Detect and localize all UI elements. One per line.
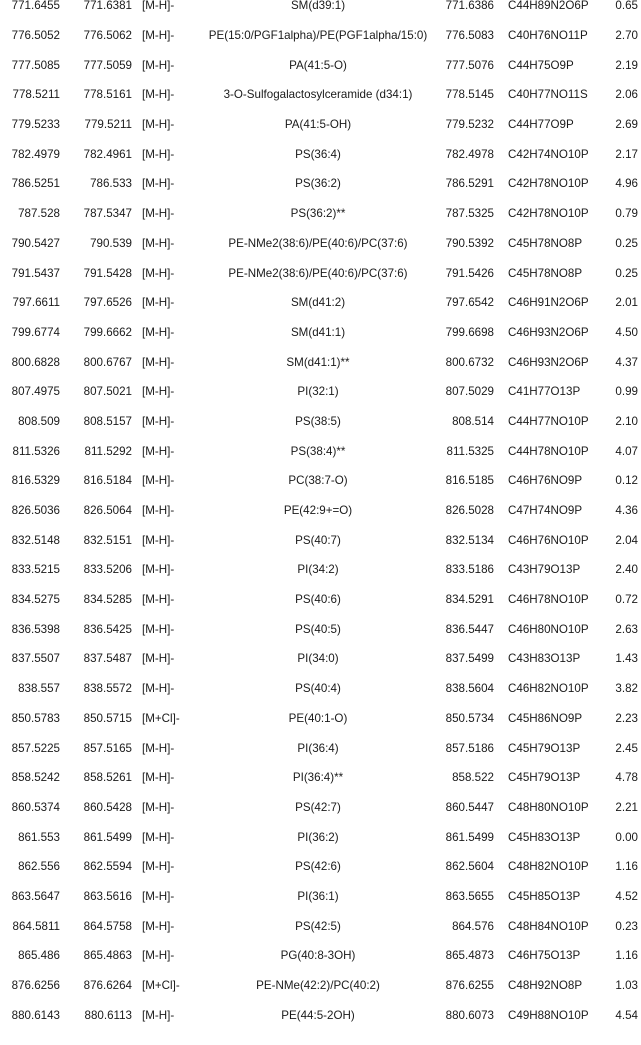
lipid-name-cell: PS(38:5) (295, 414, 341, 428)
lipid-name-cell: PA(41:5-O) (289, 58, 347, 72)
table-row (0, 941, 641, 971)
table-row (0, 704, 641, 734)
observed-mz-cell: 816.5184 (83, 474, 132, 488)
lipid-name-cell: PI(36:4) (297, 741, 339, 755)
theoretical-mz-cell: 771.6386 (445, 0, 494, 13)
formula-cell: C48H82NO10P (508, 860, 589, 874)
ppm-error-cell: 2.63 (615, 622, 638, 636)
ppm-error-cell: 4.96 (615, 177, 638, 191)
table-row (0, 971, 641, 1001)
theoretical-mz-cell: 808.514 (452, 414, 494, 428)
formula-cell: C48H80NO10P (508, 800, 589, 814)
table-row (0, 139, 641, 169)
formula-cell: C40H77NO11S (508, 88, 588, 102)
measured-mz-cell: 880.6143 (11, 1008, 60, 1022)
adduct-cell: [M-H]- (142, 771, 175, 785)
lipid-name-cell: PS(40:6) (295, 593, 341, 607)
measured-mz-cell: 860.5374 (11, 800, 60, 814)
ppm-error-cell: 2.21 (615, 800, 638, 814)
theoretical-mz-cell: 863.5655 (445, 889, 494, 903)
adduct-cell: [M-H]- (142, 236, 175, 250)
observed-mz-cell: 834.5285 (83, 593, 132, 607)
measured-mz-cell: 836.5398 (11, 622, 60, 636)
ppm-error-cell: 0.25 (615, 266, 638, 280)
adduct-cell: [M-H]- (142, 1008, 175, 1022)
measured-mz-cell: 876.6256 (11, 979, 60, 993)
ppm-error-cell: 0.99 (615, 385, 638, 399)
ppm-error-cell: 4.36 (615, 504, 638, 518)
formula-cell: C43H83O13P (508, 652, 581, 666)
table-row (0, 852, 641, 882)
table-row (0, 793, 641, 823)
table-row (0, 733, 641, 763)
lipid-name-cell: PS(36:2)** (290, 207, 346, 221)
formula-cell: C46H78NO10P (508, 593, 589, 607)
adduct-cell: [M-H]- (142, 0, 175, 13)
formula-cell: C42H78NO10P (508, 207, 589, 221)
measured-mz-cell: 838.557 (18, 682, 60, 696)
ppm-error-cell: 2.10 (615, 414, 638, 428)
theoretical-mz-cell: 779.5232 (445, 118, 494, 132)
formula-cell: C45H83O13P (508, 830, 581, 844)
formula-cell: C45H79O13P (508, 741, 581, 755)
adduct-cell: [M-H]- (142, 800, 175, 814)
lipid-name-cell: PS(38:4)** (290, 444, 346, 458)
formula-cell: C46H93N2O6P (508, 355, 589, 369)
ppm-error-cell: 1.03 (615, 979, 638, 993)
ppm-error-cell: 4.50 (615, 325, 638, 339)
table-row (0, 80, 641, 110)
lipid-name-cell: PI(32:1) (297, 385, 339, 399)
ppm-error-cell: 0.23 (615, 919, 638, 933)
measured-mz-cell: 782.4979 (11, 147, 60, 161)
theoretical-mz-cell: 832.5134 (445, 533, 494, 547)
table-row (0, 436, 641, 466)
table-row (0, 258, 641, 288)
lipid-name-cell: PA(41:5-OH) (284, 118, 352, 132)
ppm-error-cell: 1.43 (615, 652, 638, 666)
theoretical-mz-cell: 797.6542 (445, 296, 494, 310)
ppm-error-cell: 2.40 (615, 563, 638, 577)
lipid-name-cell: 3-O-Sulfogalactosylceramide (d34:1) (223, 88, 413, 102)
table-row (0, 110, 641, 140)
lipid-name-cell: PG(40:8-3OH) (280, 949, 356, 963)
formula-cell: C47H74NO9P (508, 504, 583, 518)
formula-cell: C46H75O13P (508, 949, 581, 963)
observed-mz-cell: 777.5059 (83, 58, 132, 72)
observed-mz-cell: 864.5758 (83, 919, 132, 933)
lipid-name-cell: PI(36:4)** (292, 771, 344, 785)
adduct-cell: [M+Cl]- (142, 979, 180, 993)
adduct-cell: [M-H]- (142, 652, 175, 666)
observed-mz-cell: 838.5572 (83, 682, 132, 696)
observed-mz-cell: 808.5157 (83, 414, 132, 428)
observed-mz-cell: 860.5428 (83, 800, 132, 814)
ppm-error-cell: 2.45 (615, 741, 638, 755)
table-row (0, 229, 641, 259)
lipid-name-cell: PS(36:4) (295, 147, 341, 161)
lipid-name-cell: PE(40:1-O) (288, 711, 348, 725)
ppm-error-cell: 1.16 (615, 949, 638, 963)
lipid-name-cell: PS(42:6) (295, 860, 341, 874)
theoretical-mz-cell: 865.4873 (445, 949, 494, 963)
adduct-cell: [M-H]- (142, 474, 175, 488)
observed-mz-cell: 861.5499 (83, 830, 132, 844)
ppm-error-cell: 3.82 (615, 682, 638, 696)
observed-mz-cell: 836.5425 (83, 622, 132, 636)
formula-cell: C45H86NO9P (508, 711, 583, 725)
formula-cell: C46H76NO9P (508, 474, 583, 488)
theoretical-mz-cell: 836.5447 (445, 622, 494, 636)
theoretical-mz-cell: 860.5447 (445, 800, 494, 814)
table-row (0, 199, 641, 229)
table-row (0, 496, 641, 526)
lipid-name-cell: SM(d41:1)** (286, 355, 350, 369)
observed-mz-cell: 799.6662 (83, 325, 132, 339)
ppm-error-cell: 0.72 (615, 593, 638, 607)
theoretical-mz-cell: 876.6255 (445, 979, 494, 993)
observed-mz-cell: 826.5064 (83, 504, 132, 518)
observed-mz-cell: 880.6113 (84, 1008, 132, 1022)
theoretical-mz-cell: 837.5499 (445, 652, 494, 666)
adduct-cell: [M-H]- (142, 29, 175, 43)
table-row (0, 0, 641, 21)
ppm-error-cell: 4.37 (615, 355, 638, 369)
adduct-cell: [M-H]- (142, 563, 175, 577)
formula-cell: C42H78NO10P (508, 177, 589, 191)
lipid-name-cell: PE(42:9+=O) (283, 504, 353, 518)
measured-mz-cell: 857.5225 (11, 741, 60, 755)
table-row (0, 1000, 641, 1030)
table-row (0, 911, 641, 941)
observed-mz-cell: 778.5161 (83, 88, 132, 102)
theoretical-mz-cell: 799.6698 (445, 325, 494, 339)
measured-mz-cell: 864.5811 (12, 919, 60, 933)
adduct-cell: [M-H]- (142, 860, 175, 874)
adduct-cell: [M-H]- (142, 830, 175, 844)
measured-mz-cell: 777.5085 (11, 58, 60, 72)
measured-mz-cell: 816.5329 (11, 474, 60, 488)
measured-mz-cell: 862.556 (18, 860, 60, 874)
adduct-cell: [M-H]- (142, 177, 175, 191)
ppm-error-cell: 2.19 (615, 58, 638, 72)
formula-cell: C48H92NO8P (508, 979, 583, 993)
formula-cell: C41H77O13P (508, 385, 581, 399)
measured-mz-cell: 833.5215 (11, 563, 60, 577)
table-row (0, 882, 641, 912)
observed-mz-cell: 850.5715 (83, 711, 132, 725)
observed-mz-cell: 779.5211 (84, 118, 132, 132)
theoretical-mz-cell: 834.5291 (445, 593, 494, 607)
theoretical-mz-cell: 816.5185 (445, 474, 494, 488)
adduct-cell: [M-H]- (142, 355, 175, 369)
ppm-error-cell: 4.78 (615, 771, 638, 785)
ppm-error-cell: 4.52 (615, 889, 638, 903)
formula-cell: C45H78NO8P (508, 236, 583, 250)
lipid-name-cell: PE-NMe2(38:6)/PE(40:6)/PC(37:6) (228, 236, 408, 250)
adduct-cell: [M-H]- (142, 444, 175, 458)
measured-mz-cell: 790.5427 (11, 236, 60, 250)
ppm-error-cell: 2.23 (615, 711, 638, 725)
lipid-name-cell: PE-NMe(42:2)/PC(40:2) (256, 979, 380, 993)
formula-cell: C44H77NO10P (508, 414, 589, 428)
observed-mz-cell: 786.533 (90, 177, 132, 191)
theoretical-mz-cell: 864.576 (452, 919, 494, 933)
observed-mz-cell: 771.6381 (83, 0, 132, 13)
ppm-error-cell: 2.04 (615, 533, 638, 547)
measured-mz-cell: 837.5507 (11, 652, 60, 666)
measured-mz-cell: 850.5783 (11, 711, 60, 725)
lipid-name-cell: PE-NMe2(38:6)/PE(40:6)/PC(37:6) (228, 266, 408, 280)
observed-mz-cell: 832.5151 (83, 533, 132, 547)
theoretical-mz-cell: 850.5734 (445, 711, 494, 725)
table-row (0, 318, 641, 348)
adduct-cell: [M-H]- (142, 682, 175, 696)
adduct-cell: [M-H]- (142, 296, 175, 310)
formula-cell: C43H79O13P (508, 563, 581, 577)
table-row (0, 674, 641, 704)
observed-mz-cell: 787.5347 (83, 207, 132, 221)
formula-cell: C46H93N2O6P (508, 325, 589, 339)
theoretical-mz-cell: 858.522 (452, 771, 494, 785)
adduct-cell: [M-H]- (142, 207, 175, 221)
observed-mz-cell: 865.4863 (83, 949, 132, 963)
adduct-cell: [M-H]- (142, 147, 175, 161)
adduct-cell: [M-H]- (142, 266, 175, 280)
adduct-cell: [M-H]- (142, 533, 175, 547)
adduct-cell: [M-H]- (142, 919, 175, 933)
table-row (0, 585, 641, 615)
table-row (0, 169, 641, 199)
formula-cell: C46H76NO10P (508, 533, 589, 547)
adduct-cell: [M-H]- (142, 88, 175, 102)
theoretical-mz-cell: 880.6073 (445, 1008, 494, 1022)
observed-mz-cell: 790.539 (90, 236, 132, 250)
table-row (0, 21, 641, 51)
adduct-cell: [M-H]- (142, 414, 175, 428)
lipid-name-cell: PI(34:0) (297, 652, 339, 666)
lipid-name-cell: SM(d41:2) (290, 296, 346, 310)
theoretical-mz-cell: 791.5426 (445, 266, 494, 280)
formula-cell: C46H80NO10P (508, 622, 589, 636)
adduct-cell: [M-H]- (142, 58, 175, 72)
observed-mz-cell: 791.5428 (83, 266, 132, 280)
adduct-cell: [M-H]- (142, 889, 175, 903)
lipid-name-cell: PS(40:7) (295, 533, 341, 547)
lipid-name-cell: SM(d39:1) (290, 0, 346, 13)
lipid-name-cell: PC(38:7-O) (288, 474, 348, 488)
theoretical-mz-cell: 862.5604 (445, 860, 494, 874)
measured-mz-cell: 797.6611 (12, 296, 60, 310)
observed-mz-cell: 782.4961 (83, 147, 132, 161)
adduct-cell: [M-H]- (142, 593, 175, 607)
formula-cell: C42H74NO10P (508, 147, 589, 161)
observed-mz-cell: 863.5616 (83, 889, 132, 903)
adduct-cell: [M-H]- (142, 741, 175, 755)
observed-mz-cell: 833.5206 (83, 563, 132, 577)
measured-mz-cell: 779.5233 (11, 118, 60, 132)
adduct-cell: [M-H]- (142, 504, 175, 518)
lipid-name-cell: PS(40:4) (295, 682, 341, 696)
ppm-error-cell: 2.70 (615, 29, 638, 43)
theoretical-mz-cell: 807.5029 (445, 385, 494, 399)
measured-mz-cell: 791.5437 (11, 266, 60, 280)
formula-cell: C40H76NO11P (508, 29, 588, 43)
theoretical-mz-cell: 777.5076 (445, 58, 494, 72)
measured-mz-cell: 863.5647 (11, 889, 60, 903)
lipid-name-cell: PS(42:7) (295, 800, 341, 814)
lipid-name-cell: PI(34:2) (297, 563, 339, 577)
observed-mz-cell: 811.5292 (84, 444, 132, 458)
formula-cell: C46H82NO10P (508, 682, 589, 696)
observed-mz-cell: 837.5487 (83, 652, 132, 666)
ppm-error-cell: 4.07 (615, 444, 638, 458)
formula-cell: C44H89N2O6P (508, 0, 589, 13)
formula-cell: C46H91N2O6P (508, 296, 589, 310)
theoretical-mz-cell: 861.5499 (445, 830, 494, 844)
theoretical-mz-cell: 778.5145 (445, 88, 494, 102)
measured-mz-cell: 776.5052 (11, 29, 60, 43)
measured-mz-cell: 807.4975 (11, 385, 60, 399)
ppm-error-cell: 2.69 (615, 118, 638, 132)
formula-cell: C45H78NO8P (508, 266, 583, 280)
ppm-error-cell: 1.16 (615, 860, 638, 874)
formula-cell: C49H88NO10P (508, 1008, 589, 1022)
ppm-error-cell: 0.79 (615, 207, 638, 221)
observed-mz-cell: 807.5021 (83, 385, 132, 399)
formula-cell: C44H75O9P (508, 58, 574, 72)
theoretical-mz-cell: 833.5186 (445, 563, 494, 577)
theoretical-mz-cell: 811.5325 (446, 444, 494, 458)
measured-mz-cell: 865.486 (18, 949, 60, 963)
theoretical-mz-cell: 826.5028 (445, 504, 494, 518)
formula-cell: C44H77O9P (508, 118, 574, 132)
theoretical-mz-cell: 776.5083 (445, 29, 494, 43)
measured-mz-cell: 834.5275 (11, 593, 60, 607)
measured-mz-cell: 799.6774 (11, 325, 60, 339)
table-row (0, 763, 641, 793)
adduct-cell: [M-H]- (142, 118, 175, 132)
observed-mz-cell: 858.5261 (83, 771, 132, 785)
measured-mz-cell: 787.528 (18, 207, 60, 221)
table-row (0, 822, 641, 852)
table-row (0, 50, 641, 80)
theoretical-mz-cell: 857.5186 (445, 741, 494, 755)
lipid-name-cell: PS(42:5) (295, 919, 341, 933)
lipid-name-cell: PI(36:2) (297, 830, 339, 844)
theoretical-mz-cell: 800.6732 (445, 355, 494, 369)
table-row (0, 288, 641, 318)
ppm-error-cell: 4.54 (615, 1008, 638, 1022)
ppm-error-cell: 0.12 (615, 474, 638, 488)
table-row (0, 644, 641, 674)
formula-cell: C44H78NO10P (508, 444, 589, 458)
ppm-error-cell: 2.17 (615, 147, 638, 161)
table-row (0, 347, 641, 377)
measured-mz-cell: 778.5211 (12, 88, 60, 102)
theoretical-mz-cell: 838.5604 (445, 682, 494, 696)
lipid-name-cell: SM(d41:1) (290, 325, 346, 339)
measured-mz-cell: 858.5242 (11, 771, 60, 785)
ppm-error-cell: 2.06 (615, 88, 638, 102)
lipid-name-cell: PE(15:0/PGF1alpha)/PE(PGF1alpha/15:0) (208, 29, 428, 43)
measured-mz-cell: 771.6455 (11, 0, 60, 13)
theoretical-mz-cell: 790.5392 (445, 236, 494, 250)
observed-mz-cell: 797.6526 (83, 296, 132, 310)
measured-mz-cell: 811.5326 (12, 444, 60, 458)
table-row (0, 377, 641, 407)
formula-cell: C45H79O13P (508, 771, 581, 785)
measured-mz-cell: 861.553 (18, 830, 60, 844)
adduct-cell: [M-H]- (142, 325, 175, 339)
table-row (0, 407, 641, 437)
ppm-error-cell: 0.25 (615, 236, 638, 250)
table-row (0, 555, 641, 585)
formula-cell: C45H85O13P (508, 889, 581, 903)
adduct-cell: [M-H]- (142, 385, 175, 399)
adduct-cell: [M-H]- (142, 622, 175, 636)
observed-mz-cell: 857.5165 (83, 741, 132, 755)
measured-mz-cell: 786.5251 (11, 177, 60, 191)
observed-mz-cell: 800.6767 (83, 355, 132, 369)
measured-mz-cell: 832.5148 (11, 533, 60, 547)
table-row (0, 466, 641, 496)
measured-mz-cell: 800.6828 (11, 355, 60, 369)
observed-mz-cell: 862.5594 (83, 860, 132, 874)
theoretical-mz-cell: 786.5291 (445, 177, 494, 191)
lipid-name-cell: PS(36:2) (295, 177, 341, 191)
adduct-cell: [M+Cl]- (142, 711, 180, 725)
table-row (0, 614, 641, 644)
lipid-name-cell: PI(36:1) (297, 889, 339, 903)
ppm-error-cell: 0.65 (615, 0, 638, 13)
table-row (0, 525, 641, 555)
ppm-error-cell: 2.01 (615, 296, 638, 310)
ppm-error-cell: 0.00 (615, 830, 638, 844)
measured-mz-cell: 808.509 (18, 414, 60, 428)
measured-mz-cell: 826.5036 (11, 504, 60, 518)
lipid-name-cell: PE(44:5-2OH) (281, 1008, 355, 1022)
theoretical-mz-cell: 782.4978 (445, 147, 494, 161)
formula-cell: C48H84NO10P (508, 919, 589, 933)
adduct-cell: [M-H]- (142, 949, 175, 963)
theoretical-mz-cell: 787.5325 (445, 207, 494, 221)
observed-mz-cell: 776.5062 (83, 29, 132, 43)
observed-mz-cell: 876.6264 (83, 979, 132, 993)
lipid-name-cell: PS(40:5) (295, 622, 341, 636)
